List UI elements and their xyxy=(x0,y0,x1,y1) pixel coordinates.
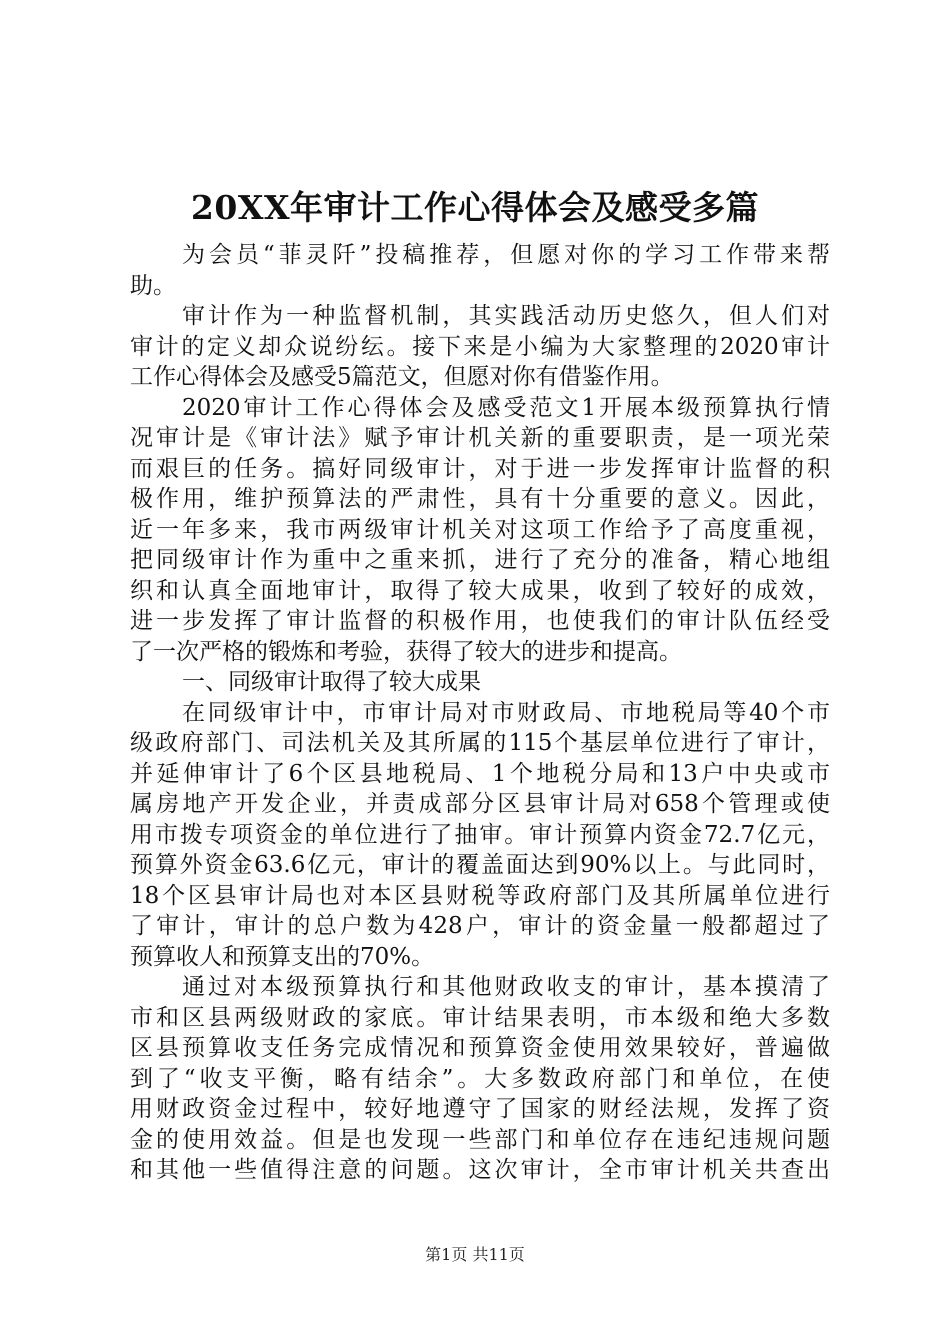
document-title: 20XX年审计工作心得体会及感受多篇 xyxy=(190,188,760,227)
text-line: 属房地产开发企业，并责成部分区县审计局对658个管理或使 xyxy=(130,791,830,817)
paragraph xyxy=(130,393,830,668)
text-line: 通过对本级预算执行和其他财政收支的审计，基本摸清了 xyxy=(182,974,830,1000)
document-body xyxy=(130,240,830,1186)
text-line: 一、同级审计取得了较大成果 xyxy=(182,669,481,695)
text-line: 2020审计工作心得体会及感受范文1开展本级预算执行情 xyxy=(182,394,830,421)
text-line: 了审计，审计的总户数为428户，审计的资金量一般都超过了 xyxy=(130,913,830,939)
paragraph xyxy=(130,240,830,301)
text-line: 市和区县两级财政的家底。审计结果表明，市本级和绝大多数 xyxy=(130,1004,830,1031)
text-line: 织和认真全面地审计，取得了较大成果，收到了较好的成效， xyxy=(130,577,830,604)
text-line: 工作心得体会及感受5篇范文，但愿对你有借鉴作用。 xyxy=(130,364,674,390)
text-line: 到了“收支平衡，略有结余”。大多数政府部门和单位，在使 xyxy=(130,1065,830,1092)
text-line: 用财政资金过程中，较好地遵守了国家的财经法规，发挥了资 xyxy=(130,1096,830,1122)
text-line: 为会员“菲灵阡”投稿推荐，但愿对你的学习工作带来帮 xyxy=(182,242,830,268)
text-line: 用市拨专项资金的单位进行了抽审。审计预算内资金72.7亿元， xyxy=(130,821,830,848)
text-line: 和其他一些值得注意的问题。这次审计，全市审计机关共查出 xyxy=(130,1157,830,1183)
text-line: 级政府部门、司法机关及其所属的115个基层单位进行了审计， xyxy=(130,730,830,756)
text-line: 极作用，维护预算法的严肃性，具有十分重要的意义。因此， xyxy=(130,486,830,512)
text-line: 况审计是《审计法》赋予审计机关新的重要职责，是一项光荣 xyxy=(130,425,830,451)
text-line: 金的使用效益。但是也发现一些部门和单位存在违纪违规问题 xyxy=(130,1126,830,1153)
text-line: 助。 xyxy=(130,272,176,299)
text-line: 18个区县审计局也对本区县财税等政府部门及其所属单位进行 xyxy=(130,882,830,909)
text-line: 审计作为一种监督机制，其实践活动历史悠久，但人们对 xyxy=(182,303,830,329)
paragraph xyxy=(130,972,830,1186)
text-line: 近一年多来，我市两级审计机关对这项工作给予了高度重视， xyxy=(130,516,830,543)
text-line: 区县预算收支任务完成情况和预算资金使用效果较好，普遍做 xyxy=(130,1035,830,1061)
text-line: 而艰巨的任务。搞好同级审计，对于进一步发挥审计监督的积 xyxy=(130,455,830,482)
text-line: 审计的定义却众说纷纭。接下来是小编为大家整理的2020审计 xyxy=(130,333,830,360)
paragraph xyxy=(130,301,830,393)
text-line: 并延伸审计了6个区县地税局、1个地税分局和13户中央或市 xyxy=(130,760,830,787)
text-line: 把同级审计作为重中之重来抓，进行了充分的准备，精心地组 xyxy=(130,547,830,573)
section-heading xyxy=(130,667,830,698)
text-line: 预算外资金63.6亿元，审计的覆盖面达到90%以上。与此同时， xyxy=(130,852,830,878)
text-line: 了一次严格的锻炼和考验，获得了较大的进步和提高。 xyxy=(130,638,682,665)
text-line: 在同级审计中，市审计局对市财政局、市地税局等40个市 xyxy=(182,699,830,726)
text-line: 预算收人和预算支出的70%。 xyxy=(130,943,435,970)
text-line: 进一步发挥了审计监督的积极作用，也使我们的审计队伍经受 xyxy=(130,608,830,634)
page-footer: 第1页 共11页 xyxy=(425,1245,525,1264)
paragraph xyxy=(130,698,830,973)
